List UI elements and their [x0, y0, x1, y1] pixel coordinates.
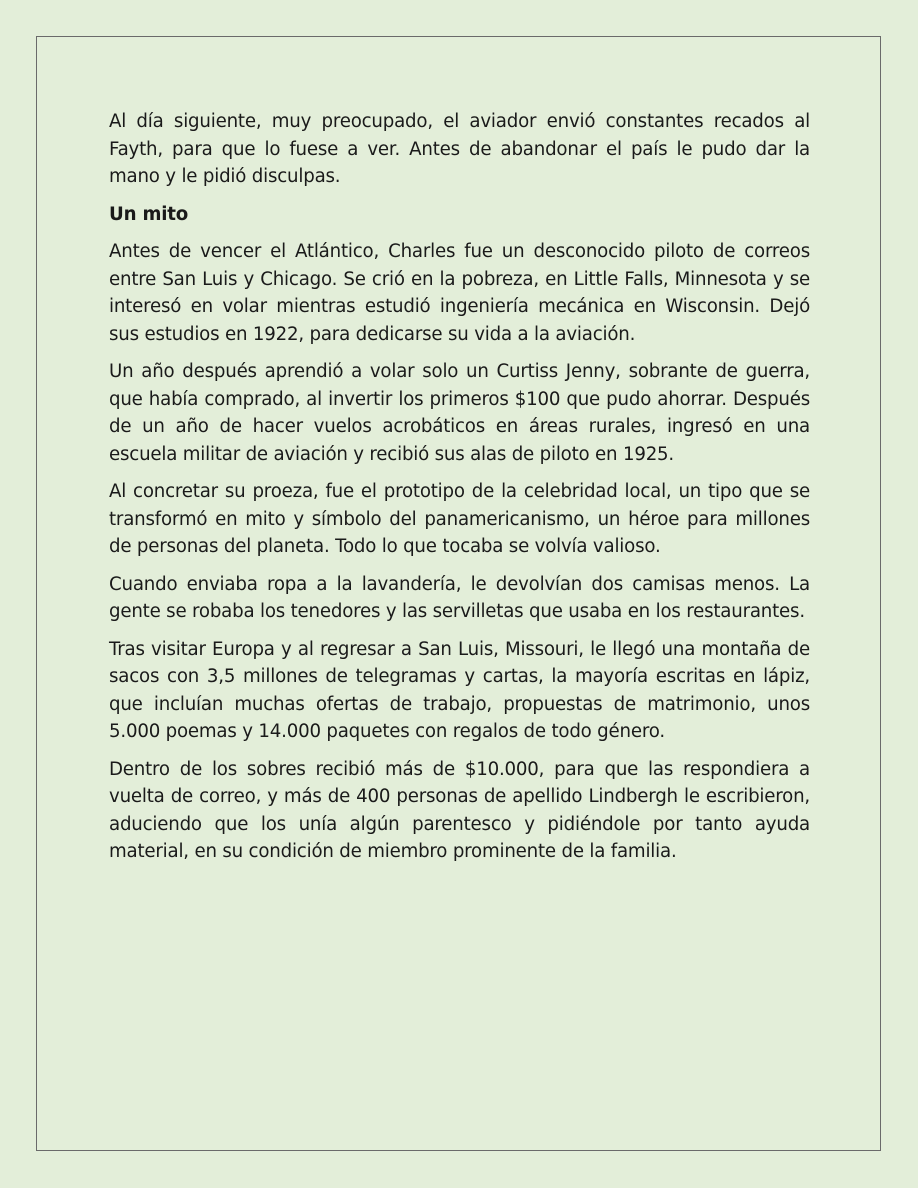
paragraph-3: Un año después aprendió a volar solo un Curtiss Jenny, sobrante de guerra, que había comprado, al invertir los primeros $100 que pudo ahorrar. Después de un año de hacer vuelos acrobáticos en áreas rurales, ingresó en una escuela militar de aviación y recibió sus alas de piloto en 1925.	[109, 361, 810, 465]
paragraph-6: Tras visitar Europa y al regresar a San Luis, Missouri, le llegó una montaña de sacos con 3,5 millones de telegramas y cartas, la mayoría escritas en lápiz, que incluían muchas ofertas de trabajo, propuestas de matrimonio, unos 5.000 poemas y 14.000 paquetes con regalos de todo género.	[109, 638, 810, 742]
section-heading: Un mito	[109, 203, 189, 225]
document-body	[109, 108, 810, 876]
paragraph-7: Dentro de los sobres recibió más de $10.000, para que las respondiera a vuelta de correo, y más de 400 personas de apellido Lindbergh le escribieron, aduciendo que los unía algún parentesco y pidiéndole por tanto ayuda material, en su condición de miembro prominente de la familia.	[109, 758, 810, 862]
paragraph-1: Al día siguiente, muy preocupado, el aviador envió constantes recados al Fayth, para que lo fuese a ver. Antes de abandonar el país le pudo dar la mano y le pidió disculpas.	[109, 111, 810, 187]
paragraph-2: Antes de vencer el Atlántico, Charles fue un desconocido piloto de correos entre San Luis y Chicago. Se crió en la pobreza, en Little Falls, Minnesota y se interesó en volar mientras estudió ingeniería mecánica en Wisconsin. Dejó sus estudios en 1922, para dedicarse su vida a la aviación.	[109, 241, 810, 345]
paragraph-5: Cuando enviaba ropa a la lavandería, le devolvían dos camisas menos. La gente se robaba los tenedores y las servilletas que usaba en los restaurantes.	[109, 573, 810, 622]
paragraph-4: Al concretar su proeza, fue el prototipo de la celebridad local, un tipo que se transformó en mito y símbolo del panamericanismo, un héroe para millones de personas del planeta. Todo lo que tocaba se volvía valioso.	[109, 481, 810, 557]
